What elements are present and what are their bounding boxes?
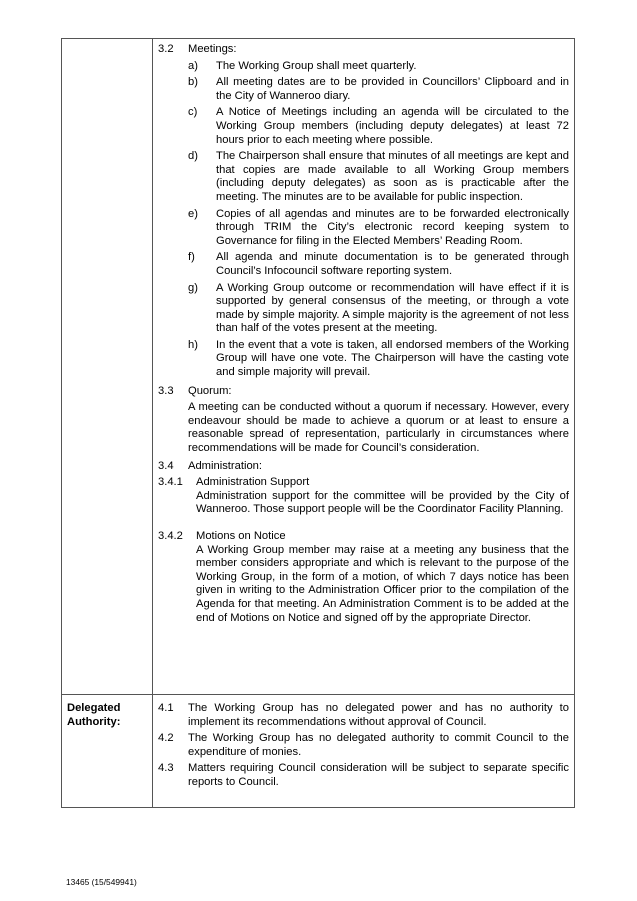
list-item <box>188 251 569 278</box>
item-letter: h) <box>188 338 198 351</box>
clause-text: The Working Group has no delegated power and has no authority to implement its recommendations without approval of Council. <box>188 702 569 728</box>
item-text: Copies of all agendas and minutes are to be forwarded electronically through TRIM the City’s electronic record keeping system to Governance for filing in the Elected Members’ Reading Room. <box>216 207 569 247</box>
column-divider <box>152 39 153 694</box>
delegated-authority-row <box>62 694 574 807</box>
list-item <box>188 339 569 380</box>
list-item <box>188 106 569 147</box>
clause-3-4-1 <box>158 476 569 517</box>
clause-number: 4.2 <box>158 732 174 745</box>
clause-number: 3.4 <box>158 459 174 472</box>
clause-3-4-2 <box>158 530 569 625</box>
column-divider <box>152 695 153 807</box>
item-text: The Working Group shall meet quarterly. <box>216 59 417 72</box>
clause-3-4-heading <box>158 460 569 474</box>
item-letter: g) <box>188 281 198 294</box>
clause-4-3 <box>158 762 569 789</box>
terms-of-reference-table <box>61 38 575 808</box>
delegated-content <box>158 702 569 790</box>
clause-title: Quorum: <box>188 384 232 397</box>
quorum-text: A meeting can be conducted without a quorum if necessary. However, every endeavour should be made to achieve a quorum or at least to ensure a reasonable spread of representation, particularly in circumstances where recommendations will be made for Council’s consideration. <box>188 401 569 455</box>
meetings-items <box>188 60 569 380</box>
clause-body <box>196 530 569 625</box>
clause-4-1 <box>158 702 569 729</box>
meetings-content <box>158 43 569 625</box>
list-item <box>188 282 569 336</box>
meetings-row <box>62 39 574 694</box>
clause-number: 3.2 <box>158 43 174 55</box>
clause-body <box>196 476 569 517</box>
item-letter: c) <box>188 106 198 119</box>
clause-title: Administration Support <box>196 476 310 489</box>
clause-3-3-heading <box>158 385 569 399</box>
row-label: Delegated Authority: <box>67 702 121 728</box>
clause-text: A Working Group member may raise at a meeting any business that the member considers appropriate and which is relevant to the purpose of the Working Group, in the form of a motion, of which 7 days notice has been given in writing to the Administration Officer prior to the compilation of the Agenda for that meeting. An Administration Comment is to be added at the end of Motions on Notice and signed off by the appropriate Director. <box>196 543 569 624</box>
item-letter: a) <box>188 59 198 72</box>
list-item <box>188 150 569 204</box>
list-item <box>188 208 569 249</box>
item-text: The Chairperson shall ensure that minutes of all meetings are kept and that copies are made available to all Working Group members (including deputy delegates) as soon as is practicable after the meeting. The minutes are to be available for public inspection. <box>216 150 569 203</box>
item-letter: b) <box>188 76 198 89</box>
item-letter: d) <box>188 150 198 163</box>
item-letter: e) <box>188 207 198 220</box>
clause-3-2-heading <box>158 43 569 57</box>
clause-4-2 <box>158 732 569 759</box>
clause-title: Motions on Notice <box>196 530 286 542</box>
clause-number: 4.1 <box>158 702 174 714</box>
clause-title: Meetings: <box>188 43 237 55</box>
item-letter: f) <box>188 251 195 264</box>
item-text: A Notice of Meetings including an agenda will be circulated to the Working Group members (including deputy delegates) at least 72 hours prior to each meeting where possible. <box>216 106 569 146</box>
clause-title: Administration: <box>188 459 262 472</box>
item-text: All agenda and minute documentation is to be generated through Council’s Infocouncil software reporting system. <box>216 251 569 277</box>
clause-number: 3.3 <box>158 384 174 397</box>
list-item <box>188 60 569 74</box>
list-item <box>188 76 569 103</box>
item-text: All meeting dates are to be provided in Councillors’ Clipboard and in the City of Wanneroo diary. <box>216 76 569 102</box>
item-text: A Working Group outcome or recommendation will have effect if it is supported by general consensus of the meeting, or through a vote made by simple majority. A simple majority is the agreement of not less than half of the votes present at the meeting. <box>216 281 569 335</box>
clause-text: Matters requiring Council consideration will be subject to separate specific reports to Council. <box>188 762 569 788</box>
document-reference: 13465 (15/549941) <box>66 877 137 887</box>
clause-number: 3.4.1 <box>158 476 183 489</box>
clause-number: 3.4.2 <box>158 530 183 542</box>
item-text: In the event that a vote is taken, all endorsed members of the Working Group will have one vote. The Chairperson will have the casting vote and simple majority will prevail. <box>216 338 569 379</box>
clause-number: 4.3 <box>158 762 174 775</box>
clause-text: Administration support for the committee will be provided by the City of Wanneroo. Those support people will be the Coordinator Facility Planning. <box>196 489 569 516</box>
clause-text: The Working Group has no delegated authority to commit Council to the expenditure of monies. <box>188 732 569 758</box>
